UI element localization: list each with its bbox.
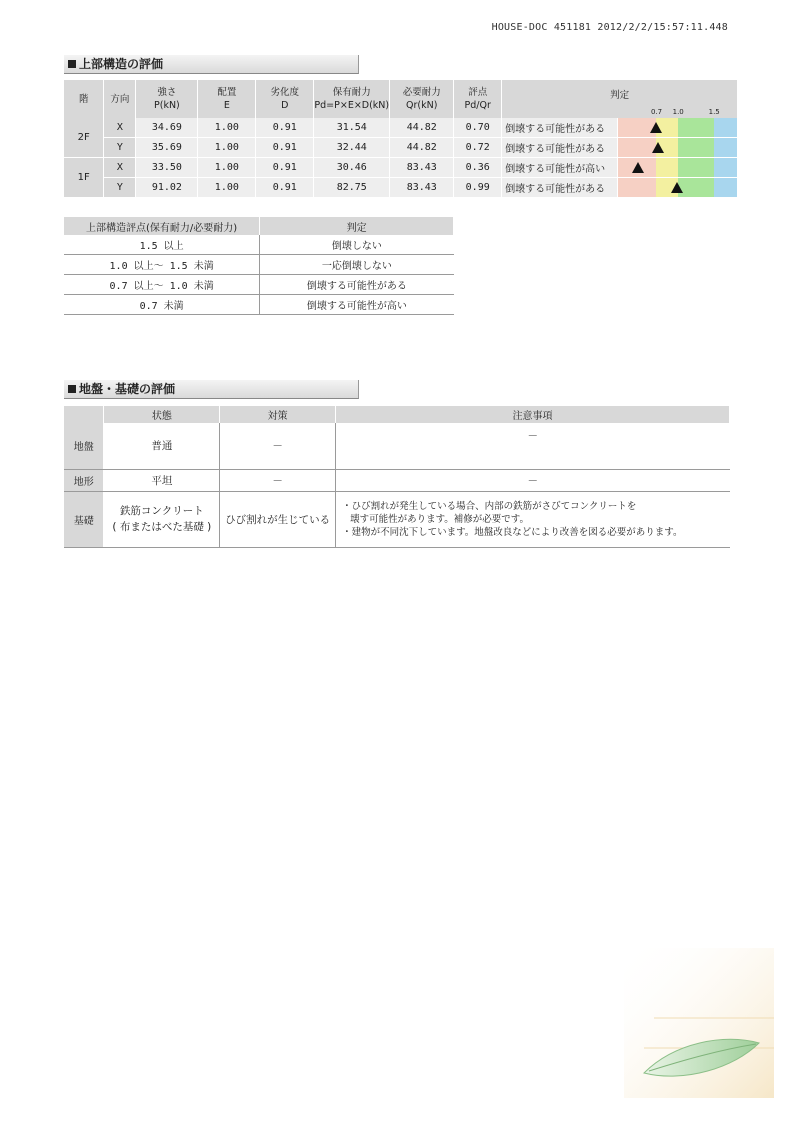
legend-col-score: 上部構造評点(保有耐力/必要耐力) xyxy=(64,217,260,235)
col-measure: 対策 xyxy=(220,406,336,423)
scale-tick: 0.7 xyxy=(651,108,663,116)
direction-cell: X xyxy=(104,118,136,138)
score-marker-icon xyxy=(650,122,662,133)
row-label-terrain: 地形 xyxy=(64,469,104,491)
score-marker-icon xyxy=(671,182,683,193)
scale-tick: 1.0 xyxy=(672,108,684,116)
required-capacity-cell: 83.43 xyxy=(390,158,454,178)
verdict-header-label: 判定 xyxy=(610,90,630,101)
table-row xyxy=(64,295,454,315)
strength-cell: 35.69 xyxy=(136,138,198,158)
col-verdict xyxy=(502,80,738,118)
strength-cell: 34.69 xyxy=(136,118,198,138)
verdict-cell: 倒壊する可能性がある xyxy=(502,178,618,198)
legend-col-verdict: 判定 xyxy=(260,217,454,235)
col-notes: 注意事項 xyxy=(336,406,730,423)
table-row xyxy=(64,423,730,469)
held-capacity-cell: 30.46 xyxy=(314,158,390,178)
layout-cell: 1.00 xyxy=(198,118,256,138)
scale-tick: 1.5 xyxy=(708,108,720,116)
score-gauge xyxy=(618,158,738,178)
table-row xyxy=(64,138,738,158)
score-cell: 0.72 xyxy=(454,138,502,158)
row-label-foundation: 基礎 xyxy=(64,491,104,547)
table-header-row xyxy=(64,217,454,235)
leaf-decoration-icon xyxy=(624,948,774,1098)
deterioration-cell: 0.91 xyxy=(256,178,314,198)
floor-cell: 1F xyxy=(64,158,104,198)
col-held-capacity: 保有耐力 Pd=P×E×D(kN) xyxy=(314,80,390,118)
table-row xyxy=(64,158,738,178)
strength-cell: 33.50 xyxy=(136,158,198,178)
deterioration-cell: 0.91 xyxy=(256,138,314,158)
verdict-cell: 倒壊する可能性がある xyxy=(502,118,618,138)
verdict-cell: 倒壊する可能性が高い xyxy=(502,158,618,178)
measure-cell: － xyxy=(220,469,336,491)
held-capacity-cell: 31.54 xyxy=(314,118,390,138)
notes-cell xyxy=(336,491,730,547)
col-strength: 強さ P(kN) xyxy=(136,80,198,118)
legend-verdict: 倒壊しない xyxy=(260,235,454,255)
table-header-row xyxy=(64,80,738,118)
legend-verdict: 一応倒壊しない xyxy=(260,255,454,275)
score-marker-icon xyxy=(652,142,664,153)
table-row xyxy=(64,178,738,198)
document-id: HOUSE-DOC 451181 2012/2/2/15:57:11.448 xyxy=(491,22,728,33)
col-state: 状態 xyxy=(104,406,220,423)
measure-cell: － xyxy=(220,423,336,469)
score-gauge xyxy=(618,118,738,138)
held-capacity-cell: 32.44 xyxy=(314,138,390,158)
section-title-superstructure xyxy=(64,55,359,74)
required-capacity-cell: 44.82 xyxy=(390,138,454,158)
legend-verdict: 倒壊する可能性がある xyxy=(260,275,454,295)
scale-ticks xyxy=(618,106,738,116)
superstructure-table xyxy=(64,80,738,198)
row-label-ground: 地盤 xyxy=(64,423,104,469)
legend-verdict: 倒壊する可能性が高い xyxy=(260,295,454,315)
layout-cell: 1.00 xyxy=(198,178,256,198)
score-gauge xyxy=(618,138,738,158)
score-cell: 0.99 xyxy=(454,178,502,198)
direction-cell: X xyxy=(104,158,136,178)
score-marker-icon xyxy=(632,162,644,173)
legend-range: 1.0 以上～ 1.5 未満 xyxy=(64,255,260,275)
notes-cell: － xyxy=(336,423,730,469)
verdict-cell: 倒壊する可能性がある xyxy=(502,138,618,158)
measure-cell: ひび割れが生じている xyxy=(220,491,336,547)
table-header-row xyxy=(64,406,730,423)
section-title-ground-foundation xyxy=(64,380,359,399)
notes-cell: － xyxy=(336,469,730,491)
col-direction: 方向 xyxy=(104,80,136,118)
score-cell: 0.70 xyxy=(454,118,502,138)
strength-cell: 91.02 xyxy=(136,178,198,198)
table-row xyxy=(64,469,730,491)
table-row xyxy=(64,491,730,547)
table-row xyxy=(64,118,738,138)
col-floor: 階 xyxy=(64,80,104,118)
floor-cell: 2F xyxy=(64,118,104,158)
table-row xyxy=(64,275,454,295)
section-title-text: 地盤・基礎の評価 xyxy=(79,382,176,396)
legend-range: 0.7 以上～ 1.0 未満 xyxy=(64,275,260,295)
held-capacity-cell: 82.75 xyxy=(314,178,390,198)
note-crack: ・ひび割れが発生している場合、内部の鉄筋がさびてコンクリートを 壊す可能性があります。補修が必要です。 xyxy=(342,500,637,525)
foundation-subtype: ( 布またはべた基礎 ) xyxy=(112,521,212,533)
deterioration-cell: 0.91 xyxy=(256,118,314,138)
square-bullet-icon xyxy=(68,60,76,68)
col-blank xyxy=(64,406,104,423)
direction-cell: Y xyxy=(104,138,136,158)
score-gauge xyxy=(618,178,738,198)
note-settlement: ・建物が不同沈下しています。地盤改良などにより改善を図る必要があります。 xyxy=(342,526,683,538)
col-layout: 配置 E xyxy=(198,80,256,118)
state-cell: 平坦 xyxy=(104,469,220,491)
col-score: 評点 Pd/Qr xyxy=(454,80,502,118)
square-bullet-icon xyxy=(68,385,76,393)
deterioration-cell: 0.91 xyxy=(256,158,314,178)
score-legend-table xyxy=(64,217,454,315)
state-cell xyxy=(104,491,220,547)
required-capacity-cell: 44.82 xyxy=(390,118,454,138)
table-row xyxy=(64,255,454,275)
col-required-capacity: 必要耐力 Qr(kN) xyxy=(390,80,454,118)
required-capacity-cell: 83.43 xyxy=(390,178,454,198)
col-deterioration: 劣化度 D xyxy=(256,80,314,118)
state-cell: 普通 xyxy=(104,423,220,469)
legend-range: 0.7 未満 xyxy=(64,295,260,315)
section-title-text: 上部構造の評価 xyxy=(79,57,164,71)
legend-range: 1.5 以上 xyxy=(64,235,260,255)
direction-cell: Y xyxy=(104,178,136,198)
table-row xyxy=(64,235,454,255)
layout-cell: 1.00 xyxy=(198,158,256,178)
score-cell: 0.36 xyxy=(454,158,502,178)
foundation-type: 鉄筋コンクリート xyxy=(119,505,204,517)
layout-cell: 1.00 xyxy=(198,138,256,158)
ground-foundation-table xyxy=(64,406,730,548)
